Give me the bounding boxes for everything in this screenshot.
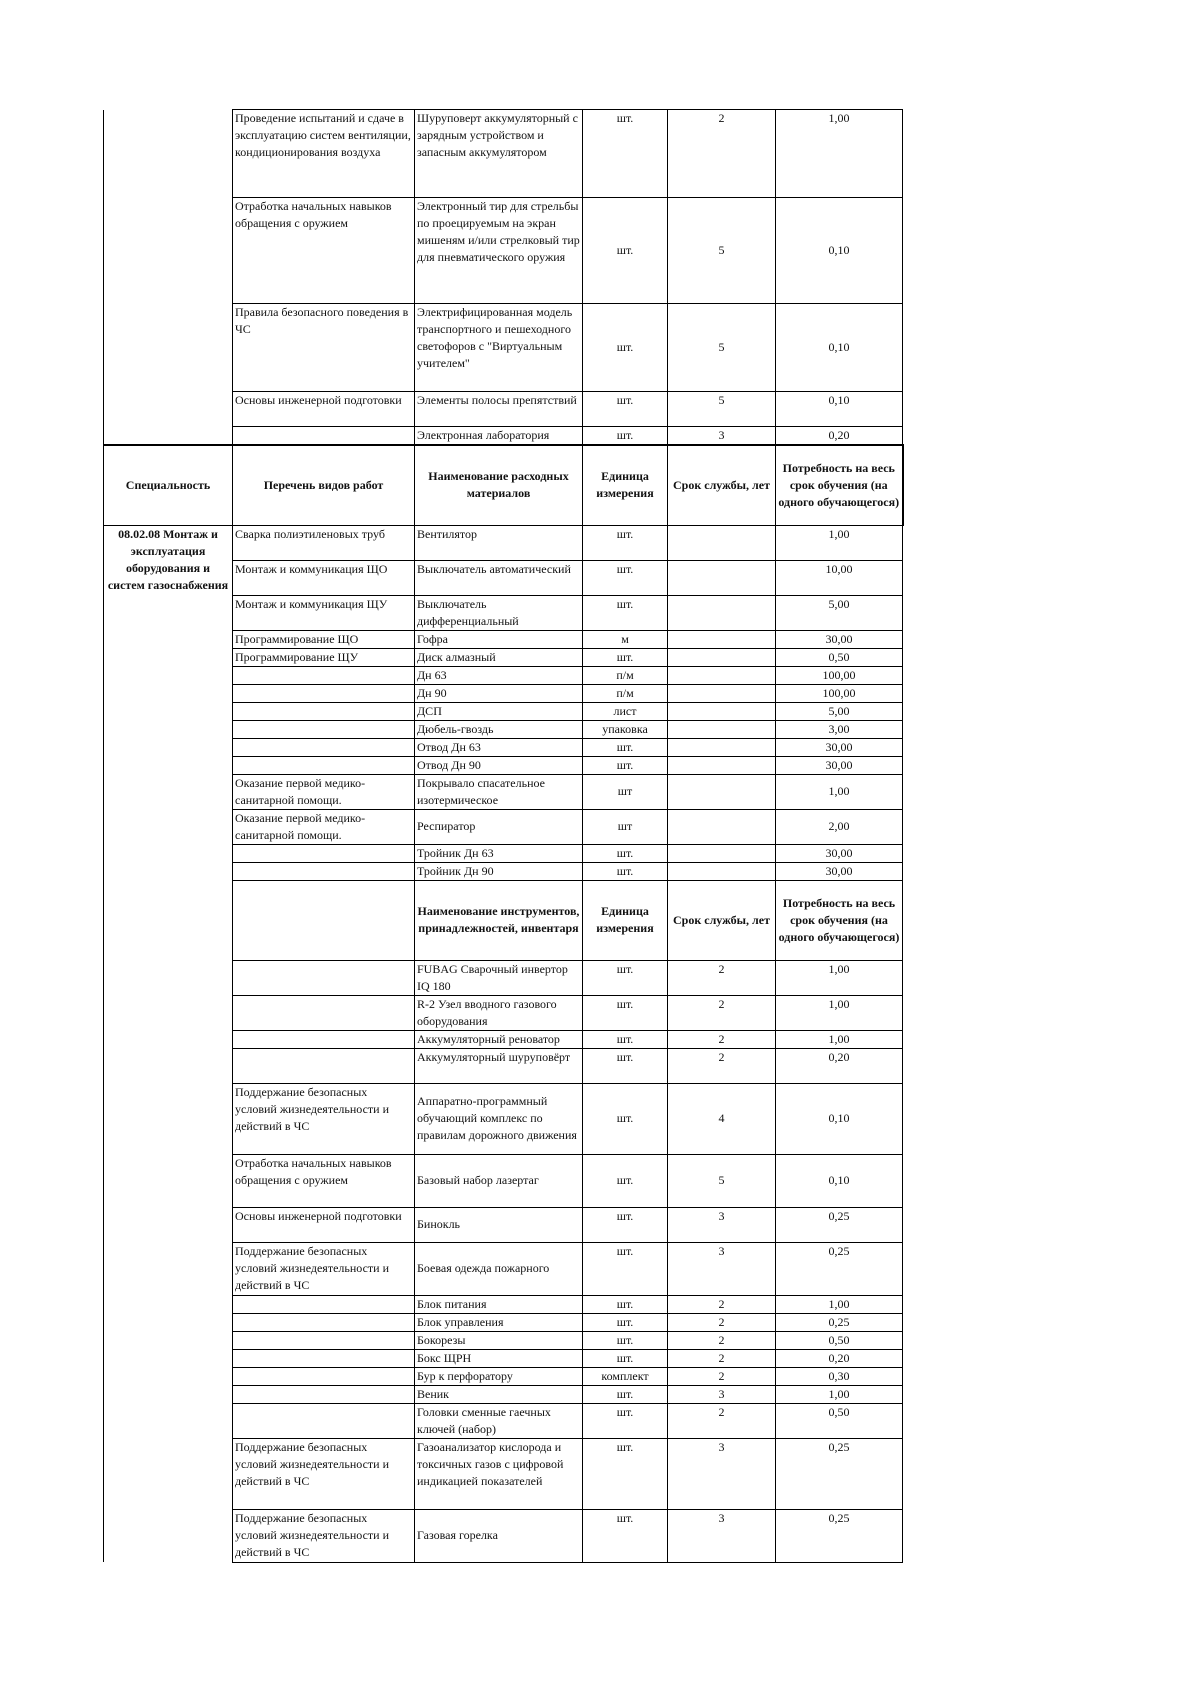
unit-cell: шт. <box>583 1295 668 1313</box>
service-life-cell <box>668 684 776 702</box>
service-life-cell <box>668 862 776 880</box>
need-cell: 0,10 <box>776 392 903 427</box>
unit-cell: шт. <box>583 1313 668 1331</box>
item-name-cell: Элементы полосы препятствий <box>415 392 583 427</box>
need-cell: 100,00 <box>776 684 903 702</box>
header-life: Срок службы, лет <box>668 880 776 960</box>
unit-cell: шт. <box>583 560 668 595</box>
unit-cell: шт. <box>583 756 668 774</box>
service-life-cell <box>668 756 776 774</box>
item-name-cell: Газовая горелка <box>415 1509 583 1562</box>
table-row <box>104 525 903 560</box>
unit-cell: шт. <box>583 1083 668 1154</box>
work-type-cell <box>233 720 415 738</box>
item-name-cell: Респиратор <box>415 809 583 844</box>
need-cell: 0,25 <box>776 1207 903 1242</box>
service-life-cell: 5 <box>668 392 776 427</box>
unit-cell: п/м <box>583 684 668 702</box>
item-name-cell: Бокорезы <box>415 1331 583 1349</box>
work-type-cell: Правила безопасного поведения в ЧС <box>233 304 415 392</box>
need-cell: 0,30 <box>776 1367 903 1385</box>
work-type-cell <box>233 1403 415 1438</box>
table-row <box>104 110 903 198</box>
unit-cell: упаковка <box>583 720 668 738</box>
item-name-cell: Дн 63 <box>415 666 583 684</box>
service-life-cell <box>668 648 776 666</box>
header-life: Срок службы, лет <box>668 445 776 525</box>
work-type-cell <box>233 844 415 862</box>
need-cell: 1,00 <box>776 1030 903 1048</box>
need-cell: 10,00 <box>776 560 903 595</box>
item-name-cell: Аккумуляторный реноватор <box>415 1030 583 1048</box>
work-type-cell <box>233 1331 415 1349</box>
service-life-cell <box>668 844 776 862</box>
item-name-cell: Тройник Дн 63 <box>415 844 583 862</box>
unit-cell: шт. <box>583 110 668 198</box>
work-type-cell <box>233 1295 415 1313</box>
item-name-cell: Боевая одежда пожарного <box>415 1242 583 1295</box>
service-life-cell: 4 <box>668 1083 776 1154</box>
item-name-cell: Бокс ЩРН <box>415 1349 583 1367</box>
service-life-cell: 2 <box>668 1367 776 1385</box>
unit-cell: шт. <box>583 1385 668 1403</box>
item-name-cell: Отвод Дн 63 <box>415 738 583 756</box>
unit-cell: шт. <box>583 198 668 304</box>
service-life-cell: 2 <box>668 110 776 198</box>
need-cell: 0,25 <box>776 1509 903 1562</box>
service-life-cell <box>668 738 776 756</box>
need-cell: 0,50 <box>776 1331 903 1349</box>
service-life-cell: 5 <box>668 198 776 304</box>
unit-cell: шт <box>583 774 668 809</box>
service-life-cell: 2 <box>668 1048 776 1083</box>
need-cell: 0,20 <box>776 427 903 446</box>
work-type-cell: Поддержание безопасных условий жизнедеятельности и действий в ЧС <box>233 1242 415 1295</box>
need-cell: 1,00 <box>776 960 903 995</box>
service-life-cell: 3 <box>668 1385 776 1403</box>
item-name-cell: Покрывало спасательное изотермическое <box>415 774 583 809</box>
need-cell: 0,20 <box>776 1048 903 1083</box>
service-life-cell <box>668 702 776 720</box>
header-tools: Наименование инструментов, принадлежностей, инвентаря <box>415 880 583 960</box>
work-type-cell <box>233 684 415 702</box>
need-cell: 1,00 <box>776 1295 903 1313</box>
work-type-cell: Оказание первой медико-санитарной помощи. <box>233 809 415 844</box>
need-cell: 5,00 <box>776 595 903 630</box>
specialty-cell-continued <box>104 110 233 446</box>
unit-cell: шт. <box>583 1331 668 1349</box>
service-life-cell: 3 <box>668 1509 776 1562</box>
work-type-cell <box>233 702 415 720</box>
work-type-cell: Поддержание безопасных условий жизнедеятельности и действий в ЧС <box>233 1083 415 1154</box>
unit-cell: шт. <box>583 1509 668 1562</box>
item-name-cell: FUBAG Сварочный инвертор IQ 180 <box>415 960 583 995</box>
item-name-cell: Дн 90 <box>415 684 583 702</box>
service-life-cell <box>668 525 776 560</box>
work-type-cell <box>233 1349 415 1367</box>
item-name-cell: Газоанализатор кислорода и токсичных газов с цифровой индикацией показателей <box>415 1438 583 1509</box>
service-life-cell <box>668 595 776 630</box>
need-cell: 0,25 <box>776 1438 903 1509</box>
need-cell: 0,10 <box>776 1154 903 1207</box>
unit-cell: шт. <box>583 525 668 560</box>
unit-cell: шт. <box>583 1438 668 1509</box>
item-name-cell: Аккумуляторный шуруповёрт <box>415 1048 583 1083</box>
unit-cell: шт. <box>583 1349 668 1367</box>
unit-cell: шт. <box>583 1154 668 1207</box>
unit-cell: шт. <box>583 1403 668 1438</box>
need-cell: 0,10 <box>776 198 903 304</box>
document-page <box>103 109 904 1563</box>
work-type-cell: Отработка начальных навыков обращения с оружием <box>233 1154 415 1207</box>
unit-cell: комплект <box>583 1367 668 1385</box>
unit-cell: м <box>583 630 668 648</box>
work-type-cell: Проведение испытаний и сдаче в эксплуатацию систем вентиляции, кондиционирования воздуха <box>233 110 415 198</box>
work-type-cell: Поддержание безопасных условий жизнедеятельности и действий в ЧС <box>233 1509 415 1562</box>
service-life-cell: 3 <box>668 1242 776 1295</box>
item-name-cell: Шуруповерт аккумуляторный с зарядным устройством и запасным аккумулятором <box>415 110 583 198</box>
item-name-cell: Отвод Дн 90 <box>415 756 583 774</box>
service-life-cell: 5 <box>668 1154 776 1207</box>
service-life-cell <box>668 720 776 738</box>
unit-cell: шт. <box>583 427 668 446</box>
service-life-cell <box>668 630 776 648</box>
need-cell: 0,25 <box>776 1313 903 1331</box>
unit-cell: шт. <box>583 1207 668 1242</box>
item-name-cell: Веник <box>415 1385 583 1403</box>
service-life-cell <box>668 774 776 809</box>
unit-cell: шт. <box>583 844 668 862</box>
need-cell: 30,00 <box>776 738 903 756</box>
header-specialty: Специальность <box>104 445 233 525</box>
need-cell: 30,00 <box>776 630 903 648</box>
service-life-cell: 3 <box>668 427 776 446</box>
service-life-cell: 2 <box>668 995 776 1030</box>
service-life-cell <box>668 666 776 684</box>
header-need: Потребность на весь срок обучения (на одного обучающегося) <box>776 880 903 960</box>
subheader-blank <box>233 880 415 960</box>
header-unit: Единица измерения <box>583 880 668 960</box>
item-name-cell: Вентилятор <box>415 525 583 560</box>
unit-cell: шт. <box>583 862 668 880</box>
service-life-cell: 2 <box>668 960 776 995</box>
item-name-cell: Диск алмазный <box>415 648 583 666</box>
item-name-cell: ДСП <box>415 702 583 720</box>
service-life-cell: 3 <box>668 1207 776 1242</box>
item-name-cell: Бур к перфоратору <box>415 1367 583 1385</box>
need-cell: 30,00 <box>776 862 903 880</box>
item-name-cell: Электронный тир для стрельбы по проецируемым на экран мишеням и/или стрелковый тир для пневматического оружия <box>415 198 583 304</box>
need-cell: 1,00 <box>776 110 903 198</box>
work-type-cell: Монтаж и коммуникация ЩО <box>233 560 415 595</box>
item-name-cell: Гофра <box>415 630 583 648</box>
need-cell: 5,00 <box>776 702 903 720</box>
work-type-cell: Поддержание безопасных условий жизнедеятельности и действий в ЧС <box>233 1438 415 1509</box>
work-type-cell <box>233 995 415 1030</box>
item-name-cell: Аппаратно-программный обучающий комплекс по правилам дорожного движения <box>415 1083 583 1154</box>
need-cell: 3,00 <box>776 720 903 738</box>
work-type-cell <box>233 862 415 880</box>
need-cell: 0,50 <box>776 1403 903 1438</box>
unit-cell: шт. <box>583 392 668 427</box>
need-cell: 0,20 <box>776 1349 903 1367</box>
table-header-row <box>104 445 903 525</box>
item-name-cell: Тройник Дн 90 <box>415 862 583 880</box>
unit-cell: лист <box>583 702 668 720</box>
work-type-cell <box>233 1313 415 1331</box>
need-cell: 2,00 <box>776 809 903 844</box>
work-type-cell <box>233 756 415 774</box>
need-cell: 1,00 <box>776 1385 903 1403</box>
need-cell: 30,00 <box>776 844 903 862</box>
need-cell: 1,00 <box>776 995 903 1030</box>
unit-cell: шт. <box>583 738 668 756</box>
unit-cell: шт. <box>583 595 668 630</box>
item-name-cell: Выключатель дифференциальный <box>415 595 583 630</box>
service-life-cell: 2 <box>668 1403 776 1438</box>
work-type-cell <box>233 666 415 684</box>
work-type-cell <box>233 960 415 995</box>
service-life-cell: 2 <box>668 1349 776 1367</box>
service-life-cell <box>668 560 776 595</box>
need-cell: 0,10 <box>776 304 903 392</box>
unit-cell: шт. <box>583 1242 668 1295</box>
specialty-name: 08.02.08 Монтаж и эксплуатация оборудования и систем газоснабжения <box>104 525 233 1562</box>
need-cell: 0,10 <box>776 1083 903 1154</box>
item-name-cell: Бинокль <box>415 1207 583 1242</box>
unit-cell: шт. <box>583 304 668 392</box>
item-name-cell: Базовый набор лазертаг <box>415 1154 583 1207</box>
need-cell: 0,50 <box>776 648 903 666</box>
item-name-cell: Блок управления <box>415 1313 583 1331</box>
item-name-cell: Блок питания <box>415 1295 583 1313</box>
service-life-cell: 5 <box>668 304 776 392</box>
item-name-cell: R-2 Узел вводного газового оборудования <box>415 995 583 1030</box>
service-life-cell: 2 <box>668 1331 776 1349</box>
work-type-cell <box>233 1030 415 1048</box>
service-life-cell: 3 <box>668 1438 776 1509</box>
work-type-cell: Основы инженерной подготовки <box>233 1207 415 1242</box>
header-unit: Единица измерения <box>583 445 668 525</box>
need-cell: 1,00 <box>776 525 903 560</box>
need-cell: 30,00 <box>776 756 903 774</box>
work-type-cell <box>233 1048 415 1083</box>
work-type-cell: Отработка начальных навыков обращения с оружием <box>233 198 415 304</box>
service-life-cell: 2 <box>668 1295 776 1313</box>
item-name-cell: Головки сменные гаечных ключей (набор) <box>415 1403 583 1438</box>
work-type-cell: Программирование ЩО <box>233 630 415 648</box>
unit-cell: шт. <box>583 1030 668 1048</box>
unit-cell: шт. <box>583 648 668 666</box>
item-name-cell: Электрифицированная модель транспортного и пешеходного светофоров с "Виртуальным учителем" <box>415 304 583 392</box>
header-works: Перечень видов работ <box>233 445 415 525</box>
item-name-cell: Выключатель автоматический <box>415 560 583 595</box>
work-type-cell: Монтаж и коммуникация ЩУ <box>233 595 415 630</box>
unit-cell: шт. <box>583 995 668 1030</box>
need-cell: 0,25 <box>776 1242 903 1295</box>
need-cell: 1,00 <box>776 774 903 809</box>
service-life-cell: 2 <box>668 1030 776 1048</box>
header-materials: Наименование расходных материалов <box>415 445 583 525</box>
service-life-cell: 2 <box>668 1313 776 1331</box>
header-need: Потребность на весь срок обучения (на одного обучающегося) <box>776 445 903 525</box>
work-type-cell <box>233 738 415 756</box>
unit-cell: шт. <box>583 1048 668 1083</box>
item-name-cell: Электронная лаборатория <box>415 427 583 446</box>
work-type-cell <box>233 1385 415 1403</box>
unit-cell: шт. <box>583 960 668 995</box>
work-type-cell: Оказание первой медико-санитарной помощи. <box>233 774 415 809</box>
work-type-cell <box>233 427 415 446</box>
work-type-cell: Программирование ЩУ <box>233 648 415 666</box>
unit-cell: п/м <box>583 666 668 684</box>
equipment-table <box>103 109 904 1563</box>
work-type-cell: Сварка полиэтиленовых труб <box>233 525 415 560</box>
need-cell: 100,00 <box>776 666 903 684</box>
service-life-cell <box>668 809 776 844</box>
item-name-cell: Дюбель-гвоздь <box>415 720 583 738</box>
unit-cell: шт <box>583 809 668 844</box>
work-type-cell <box>233 1367 415 1385</box>
work-type-cell: Основы инженерной подготовки <box>233 392 415 427</box>
